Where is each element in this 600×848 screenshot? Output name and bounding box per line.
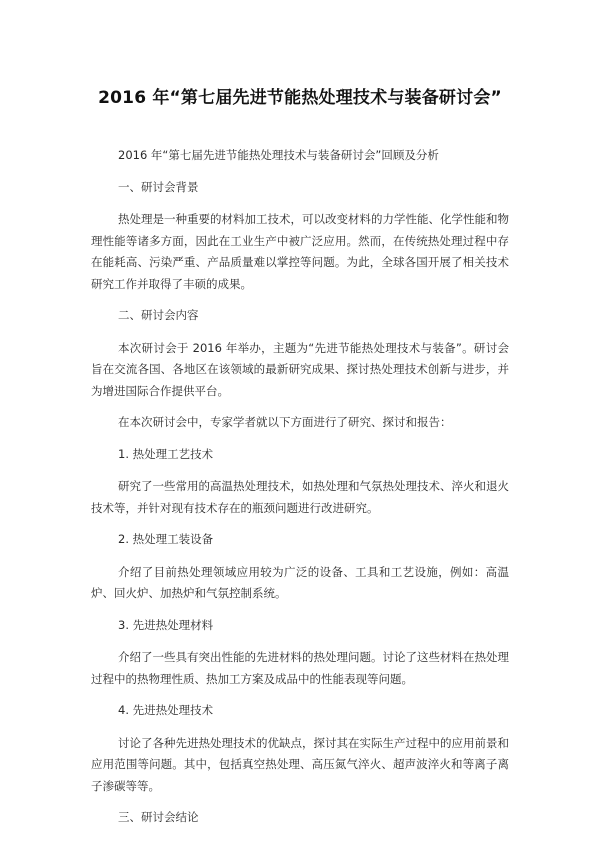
topic-paragraph-1: 研究了一些常用的高温热处理技术，如热处理和气氛热处理技术、淬火和退火技术等，并针对现有技术存在的瓶颈问题进行改进研究。 — [91, 479, 509, 515]
intro-list-paragraph: 在本次研讨会中，专家学者就以下方面进行了研究、探讨和报告： — [118, 415, 452, 429]
content-paragraph: 本次研讨会于 2016 年举办，主题为“先进节能热处理技术与装备”。研讨会旨在交流各国、各地区在该领域的最新研究成果、探讨热处理技术创新与进步，并为增进国际合作提供平台。 — [91, 340, 509, 398]
section-heading-content: 二、研讨会内容 — [118, 308, 199, 322]
section-heading-conclusion: 三、研讨会结论 — [118, 810, 199, 824]
topic-heading-1: 1. 热处理工艺技术 — [118, 446, 214, 461]
document-title: 2016 年“第七届先进节能热处理技术与装备研讨会” — [98, 88, 502, 108]
topic-heading-2: 2. 热处理工装设备 — [118, 532, 214, 546]
section-heading-background: 一、研讨会背景 — [118, 179, 199, 194]
topic-heading-3: 3. 先进热处理材料 — [118, 617, 214, 632]
topic-heading-4: 4. 先进热处理技术 — [118, 703, 214, 717]
topic-paragraph-4: 讨论了各种先进热处理技术的优缺点，探讨其在实际生产过程中的应用前景和应用范围等问题。其中，包括真空热处理、高压氮气淬火、超声波淬火和等离子离子渗碳等等。 — [91, 735, 509, 793]
topic-paragraph-2: 介绍了目前热处理领域应用较为广泛的设备、工具和工艺设施，例如：高温炉、回火炉、加热炉和气氛控制系统。 — [91, 564, 509, 600]
background-paragraph: 热处理是一种重要的材料加工技术，可以改变材料的力学性能、化学性能和物理性能等诸多方面，因此在工业生产中被广泛应用。然而，在传统热处理过程中存在能耗高、污染严重、产品质量难以掌控等问题。为此，全球各国开展了相关技术研究工作并取得了丰硕的成果。 — [91, 212, 509, 291]
subtitle-paragraph: 2016 年“第七届先进节能热处理技术与装备研讨会”回顾及分析 — [118, 148, 439, 162]
topic-paragraph-3: 介绍了一些具有突出性能的先进材料的热处理问题。讨论了这些材料在热处理过程中的热物理性质、热加工方案及成品中的性能表现等问题。 — [91, 650, 509, 686]
